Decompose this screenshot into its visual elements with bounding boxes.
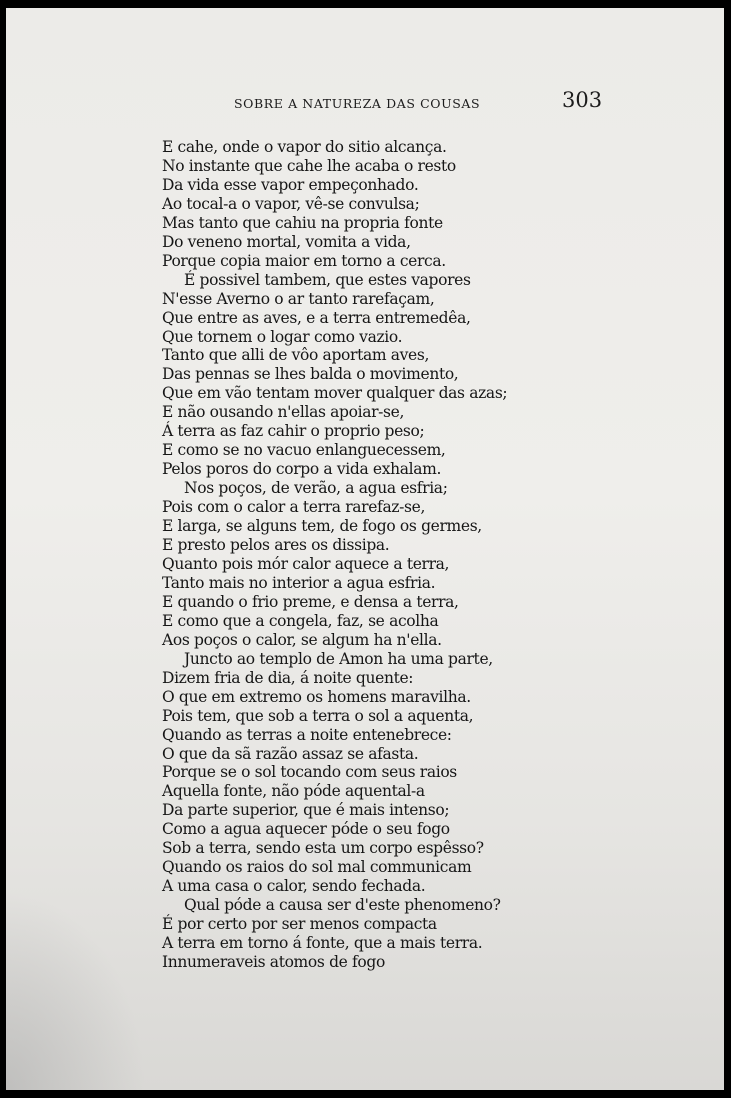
poem-line: A terra em torno á fonte, que a mais terra. [162,934,483,953]
poem-line: Da parte superior, que é mais intenso; [162,801,450,820]
poem-line: Quando as terras a noite entenebrece: [162,725,452,744]
poem-line: Que tornem o logar como vazio. [162,327,403,346]
poem-text [162,138,682,972]
poem-line: Quanto pois mór calor aquece a terra, [162,554,450,573]
poem-line: Da vida esse vapor empeçonhado. [162,175,419,194]
poem-line: Que entre as aves, e a terra entremedêa, [162,308,471,327]
poem-line: Dizem fria de dia, á noite quente: [162,668,414,687]
poem-line: Pelos poros do corpo a vida exhalam. [162,460,442,479]
poem-line: Aos poços o calor, se algum ha n'ella. [162,630,442,649]
poem-line: Das pennas se lhes balda o movimento, [162,365,459,384]
poem-line: É por certo por ser menos compacta [162,915,437,934]
page-shadow [6,890,146,1090]
poem-line: Do veneno mortal, vomita a vida, [162,232,411,251]
poem-line: Pois com o calor a terra rarefaz-se, [162,498,426,517]
poem-line: Tanto mais no interior a agua esfria. [162,573,436,592]
poem-line: Pois tem, que sob a terra o sol a aquenta, [162,706,474,725]
scanned-page [6,8,724,1090]
running-title: SOBRE A NATUREZA DAS COUSAS [234,96,481,111]
poem-line: Sob a terra, sendo esta um corpo espêsso? [162,839,484,858]
poem-line: Mas tanto que cahiu na propria fonte [162,213,443,232]
poem-line: Quando os raios do sol mal communicam [162,858,472,877]
poem-line: E não ousando n'ellas apoiar-se, [162,403,405,422]
poem-line: Que em vão tentam mover qualquer das azas; [162,384,508,403]
page-number: 303 [562,88,603,112]
poem-line: Aquella fonte, não póde aquental-a [162,782,425,801]
poem-line: O que da sã razão assaz se afasta. [162,744,419,763]
poem-line: Porque copia maior em torno a cerca. [162,251,446,270]
poem-line: N'esse Averno o ar tanto rarefaçam, [162,289,435,308]
poem-line: Nos poços, de verão, a agua esfria; [184,479,448,498]
poem-line: O que em extremo os homens maravilha. [162,687,471,706]
poem-line: Como a agua aquecer póde o seu fogo [162,820,450,839]
poem-line: Tanto que alli de vôo aportam aves, [162,346,430,365]
poem-line: Juncto ao templo de Amon ha uma parte, [184,649,493,668]
poem-line: Á terra as faz cahir o proprio peso; [162,422,425,441]
poem-line: Qual póde a causa ser d'este phenomeno? [184,896,501,915]
poem-line: E cahe, onde o vapor do sitio alcança. [162,138,447,156]
poem-line: É possivel tambem, que estes vapores [184,270,471,289]
page-header [6,88,724,118]
poem-line: A uma casa o calor, sendo fechada. [162,877,426,896]
poem-line: E como que a congela, faz, se acolha [162,611,439,630]
poem-line: Porque se o sol tocando com seus raios [162,763,457,782]
poem-line: E quando o frio preme, e densa a terra, [162,592,459,611]
poem-line: No instante que cahe lhe acaba o resto [162,156,456,175]
poem-line: E larga, se alguns tem, de fogo os germes, [162,517,482,536]
poem-line: Ao tocal-a o vapor, vê-se convulsa; [162,194,420,213]
poem-line: Innumeraveis atomos de fogo [162,952,385,971]
poem-line: E presto pelos ares os dissipa. [162,536,390,555]
poem-line: E como se no vacuo enlanguecessem, [162,441,446,460]
